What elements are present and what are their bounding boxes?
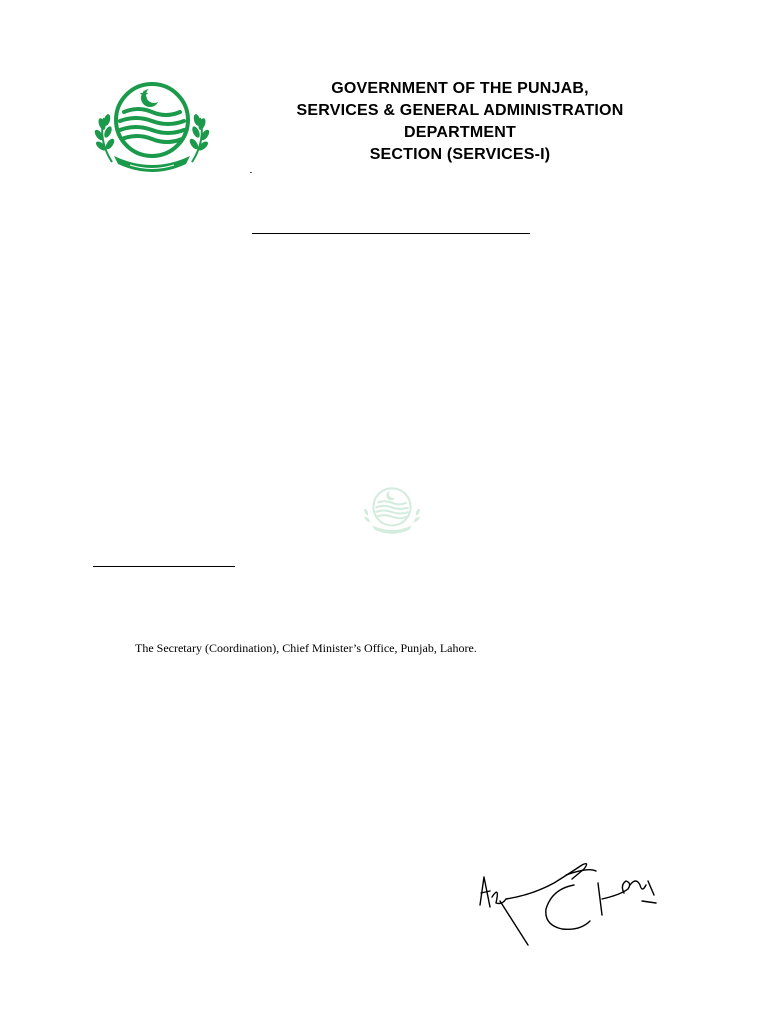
handwritten-signature-icon [470, 855, 660, 950]
letterhead [255, 78, 665, 166]
department-title: SERVICES & GENERAL ADMINISTRATION [296, 102, 624, 119]
subject-underline [93, 566, 235, 567]
government-title: GOVERNMENT OF THE PUNJAB, [331, 80, 589, 97]
horizontal-rule [252, 233, 530, 234]
section-title: SECTION (SERVICES-I) [369, 146, 551, 163]
punjab-government-emblem-icon [90, 80, 214, 172]
stray-mark [250, 172, 252, 173]
punjab-government-emblem-watermark-icon [360, 485, 424, 535]
department-title-cont: DEPARTMENT [404, 124, 516, 141]
addressee-line: The Secretary (Coordination), Chief Minister’s Office, Punjab, Lahore. [135, 641, 477, 655]
